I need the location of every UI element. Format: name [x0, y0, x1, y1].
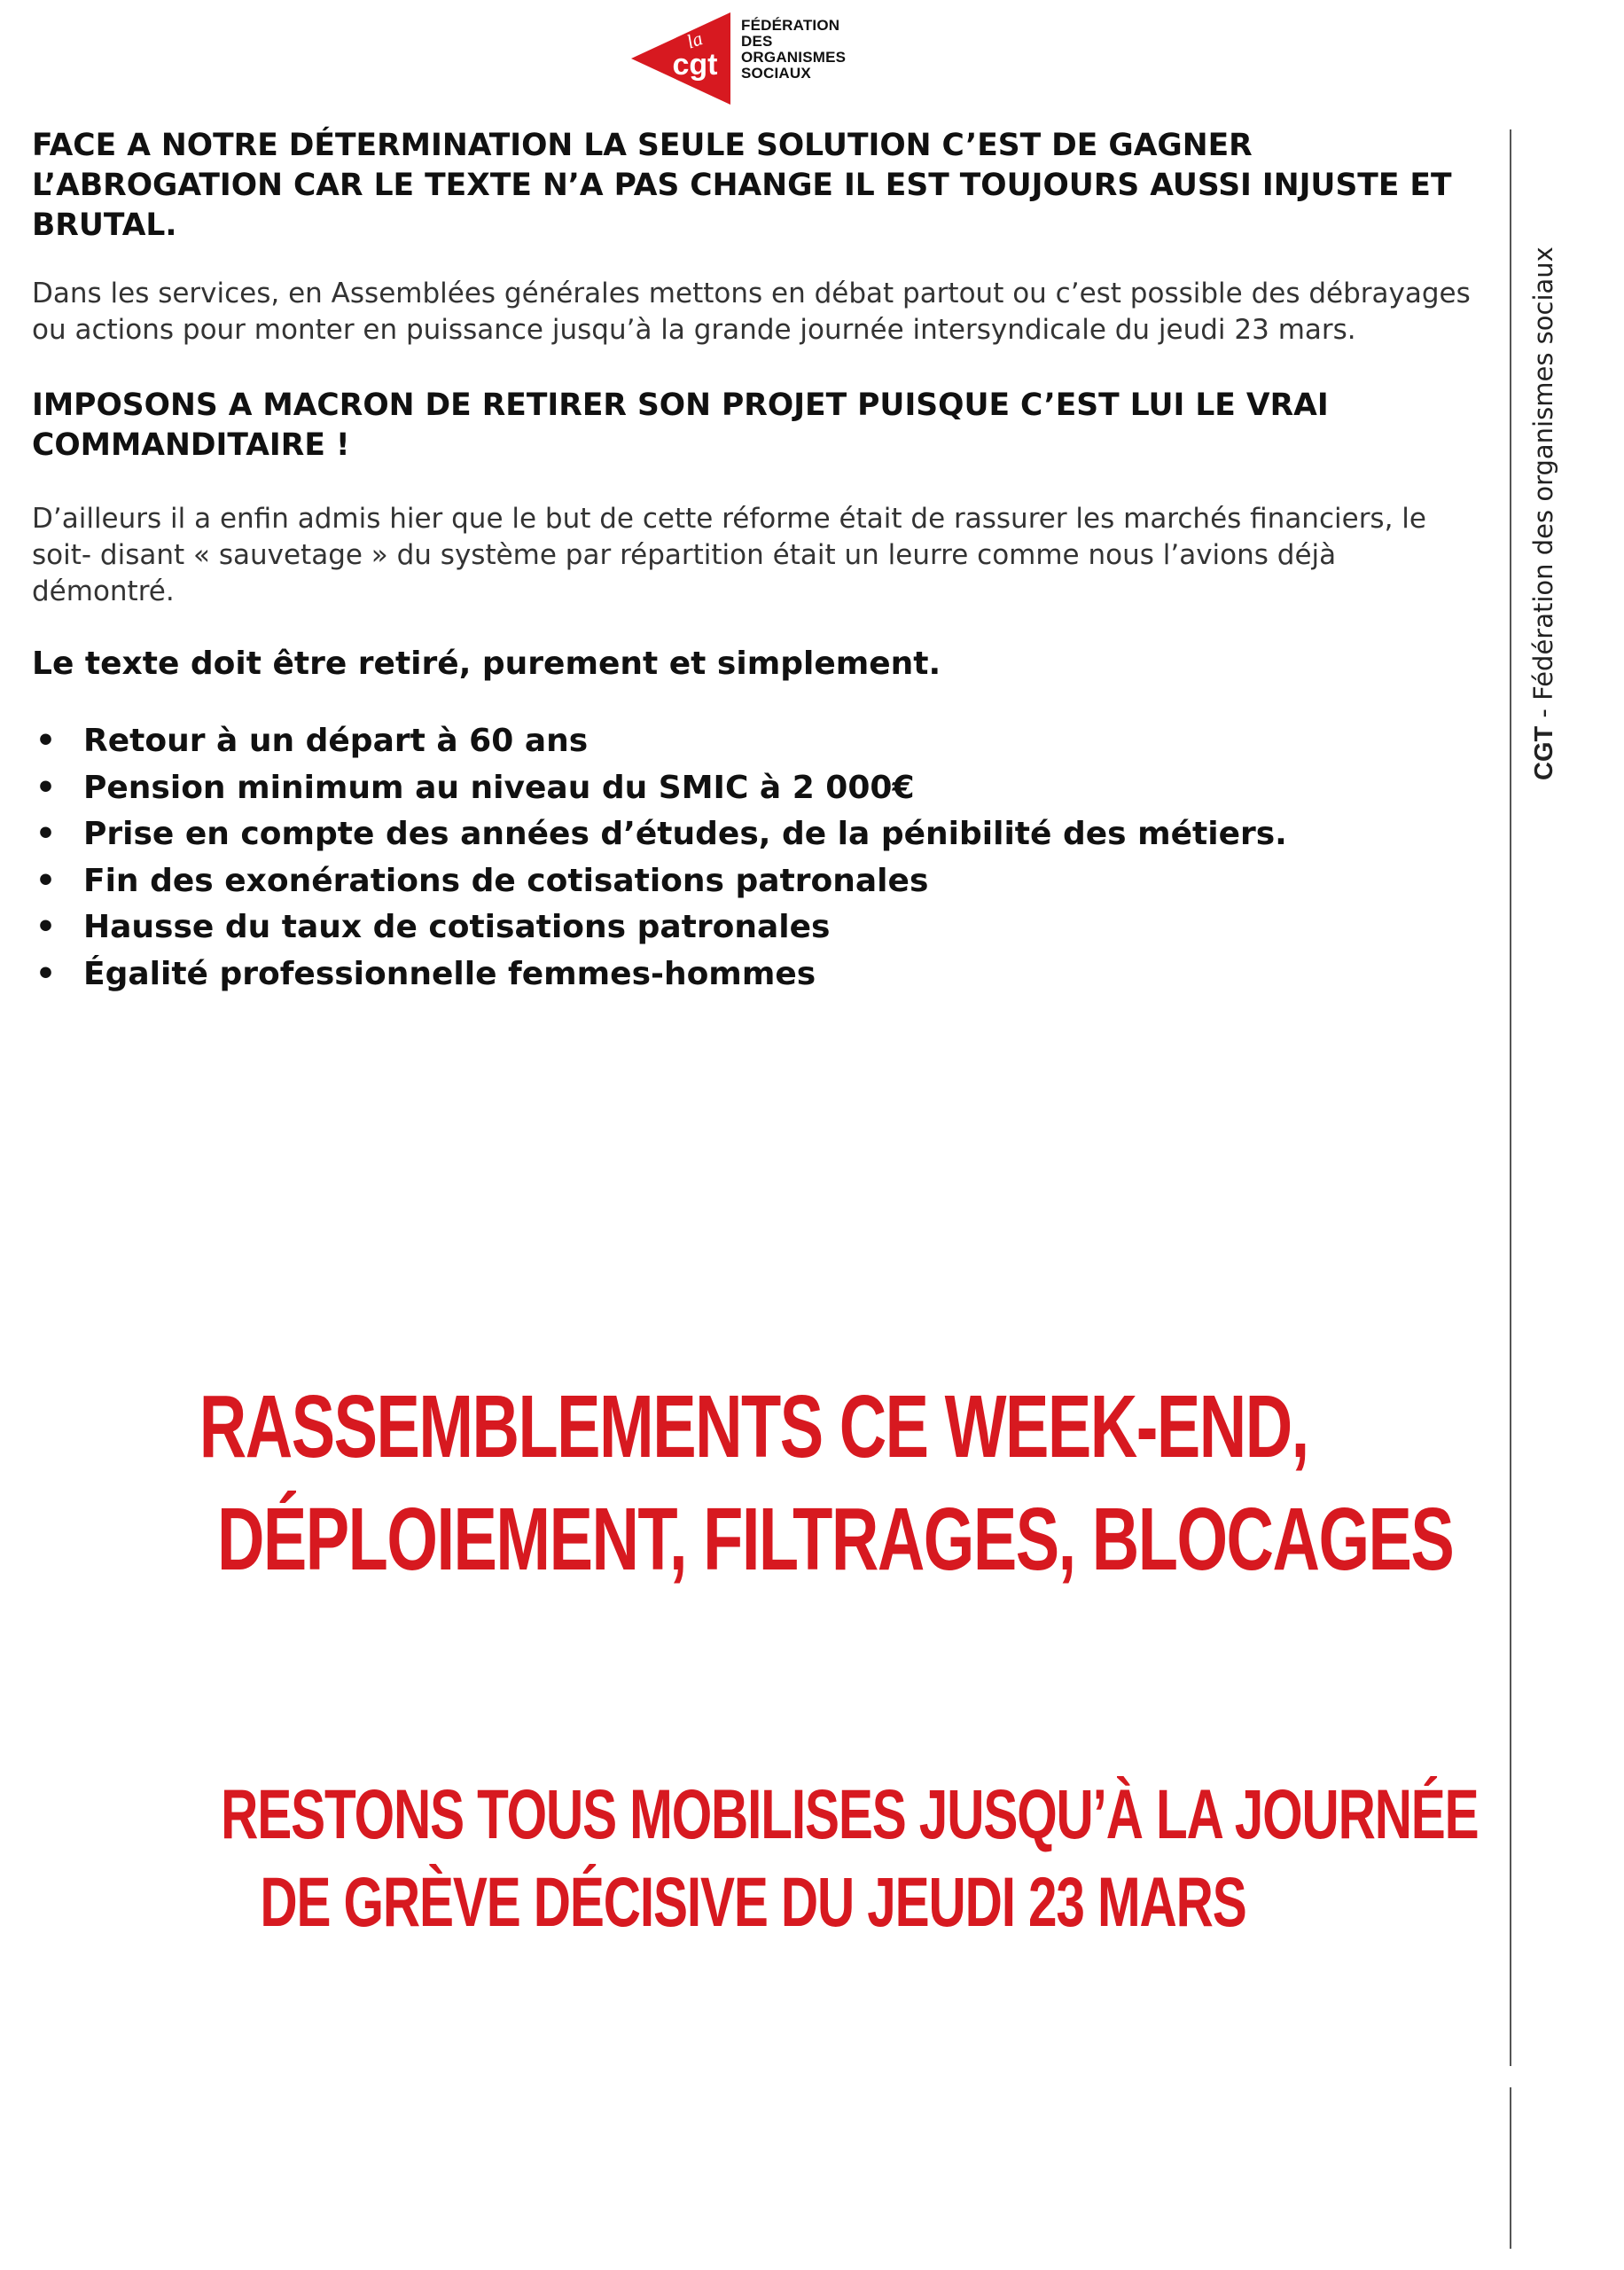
bullet-icon: •: [35, 816, 57, 852]
bullet-icon: •: [35, 909, 57, 945]
demand-text: Fin des exonérations de cotisations patronales: [83, 862, 929, 899]
svg-text:cgt: cgt: [672, 48, 718, 82]
demand-text: Prise en compte des années d’études, de la pénibilité des métiers.: [83, 816, 1287, 852]
demands-list: [32, 718, 1486, 998]
paragraph-reform: D’ailleurs il a enfin admis hier que le but de cette réforme était de rassurer les marchés financiers, le soit- disant « sauvetage » du système par répartition était un leurre comme nous l’avions déjà démontré.: [32, 503, 1426, 607]
banner-line: DÉPLOIEMENT, FILTRAGES, BLOCAGES: [216, 1490, 1454, 1589]
bullet-icon: •: [35, 769, 57, 806]
logo-line: SOCIAUX: [741, 65, 811, 82]
demand-text: Hausse du taux de cotisations patronales: [83, 909, 831, 945]
logo-federation-text: [741, 18, 846, 82]
side-federation-label: [1528, 247, 1559, 780]
svg-text:la: la: [683, 27, 706, 53]
banner-line: RESTONS TOUS MOBILISES JUSQU’À LA JOURNÉE: [221, 1774, 1479, 1853]
banner-line: RASSEMBLEMENTS CE WEEK-END,: [199, 1377, 1308, 1476]
list-item: [32, 718, 1486, 765]
bullet-icon: •: [35, 862, 57, 899]
banner-line: DE GRÈVE DÉCISIVE DU JEUDI 23 MARS: [260, 1862, 1247, 1941]
list-item: [32, 951, 1486, 998]
demand-text: Égalité professionnelle femmes-hommes: [83, 955, 816, 992]
heading-macron: IMPOSONS A MACRON DE RETIRER SON PROJET PUISQUE C’EST LUI LE VRAI COMMANDITAIRE !: [32, 387, 1329, 463]
logo-line: DES: [741, 33, 773, 50]
banner-rassemblements: [0, 1371, 1507, 1596]
bullet-icon: •: [35, 723, 57, 759]
logo-line: ORGANISMES: [741, 49, 847, 66]
demand-text: Retour à un départ à 60 ans: [83, 723, 589, 759]
side-divider-gap: [1510, 2066, 1511, 2087]
logo-line: FÉDÉRATION: [741, 17, 840, 34]
side-divider: [1510, 129, 1511, 2249]
side-label-bold: CGT: [1530, 725, 1558, 780]
list-item: [32, 904, 1486, 951]
side-label-rest: - Fédération des organismes sociaux: [1528, 247, 1558, 726]
list-item: [32, 811, 1486, 858]
heading-determination: FACE A NOTRE DÉTERMINATION LA SEULE SOLUTION C’EST DE GAGNER L’ABROGATION CAR LE TEXTE N’A PAS CHANGE IL EST TOUJOURS AUSSI INJUSTE ET BRUTAL.: [32, 128, 1452, 243]
list-item: [32, 858, 1486, 905]
statement-withdrawal: Le texte doit être retiré, purement et simplement.: [32, 646, 941, 682]
paragraph-services: Dans les services, en Assemblées générales mettons en débat partout ou c’est possible des débrayages ou actions pour monter en puissance jusqu’à la grande journée intersyndicale du jeudi 23 mars.: [32, 278, 1471, 346]
list-item: [32, 765, 1486, 812]
banner-mobilises: [0, 1770, 1507, 1945]
bullet-icon: •: [35, 955, 57, 992]
demand-text: Pension minimum au niveau du SMIC à 2 000€: [83, 769, 915, 806]
main-content: [32, 126, 1486, 998]
